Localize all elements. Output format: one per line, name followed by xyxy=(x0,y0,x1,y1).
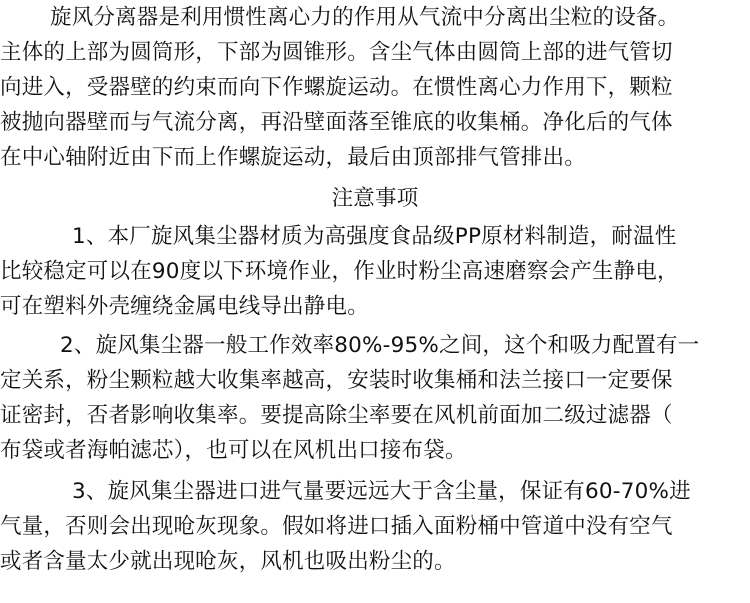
intro-line-3: 向进入，受器壁的约束而向下作螺旋运动。在惯性离心力作用下，颗粒 xyxy=(0,75,673,100)
note-2-line-4: 布袋或者海帕滤芯），也可以在风机出口接布袋。 xyxy=(0,438,467,463)
note-3-line-2: 气量，否则会出现呛灰现象。假如将进口插入面粉桶中管道中没有空气 xyxy=(0,514,673,539)
note-2-line-2: 定关系，粉尘颗粒越大收集率越高，安装时收集桶和法兰接口一定要保 xyxy=(0,368,673,393)
note-1-line-1: 1、本厂旋风集尘器材质为高强度食品级PP原材料制造，耐温性 xyxy=(72,224,677,249)
note-3-line-3: 或者含量太少就出现呛灰，风机也吸出粉尘的。 xyxy=(0,549,456,574)
intro-line-1: 旋风分离器是利用惯性离心力的作用从气流中分离出尘粒的设备。 xyxy=(50,5,680,30)
intro-line-5: 在中心轴附近由下而上作螺旋运动，最后由顶部排气管排出。 xyxy=(0,145,586,170)
note-1-line-3: 可在塑料外壳缠绕金属电线导出静电。 xyxy=(0,294,369,319)
note-2-line-3: 证密封，否者影响收集率。要提高除尘率要在风机前面加二级过滤器（ xyxy=(0,403,673,428)
note-1-line-2: 比较稳定可以在90度以下环境作业，作业时粉尘高速磨察会产生静电， xyxy=(0,259,679,284)
note-2-line-1: 2、旋风集尘器一般工作效率80%-95%之间，这个和吸力配置有一 xyxy=(60,333,700,358)
notes-heading: 注意事项 xyxy=(331,186,419,211)
intro-line-2: 主体的上部为圆筒形，下部为圆锥形。含尘气体由圆筒上部的进气管切 xyxy=(0,40,673,65)
note-3-line-1: 3、旋风集尘器进口进气量要远远大于含尘量，保证有60-70%进 xyxy=(72,479,691,504)
intro-line-4: 被抛向器壁而与气流分离，再沿壁面落至锥底的收集桶。净化后的气体 xyxy=(0,110,673,135)
